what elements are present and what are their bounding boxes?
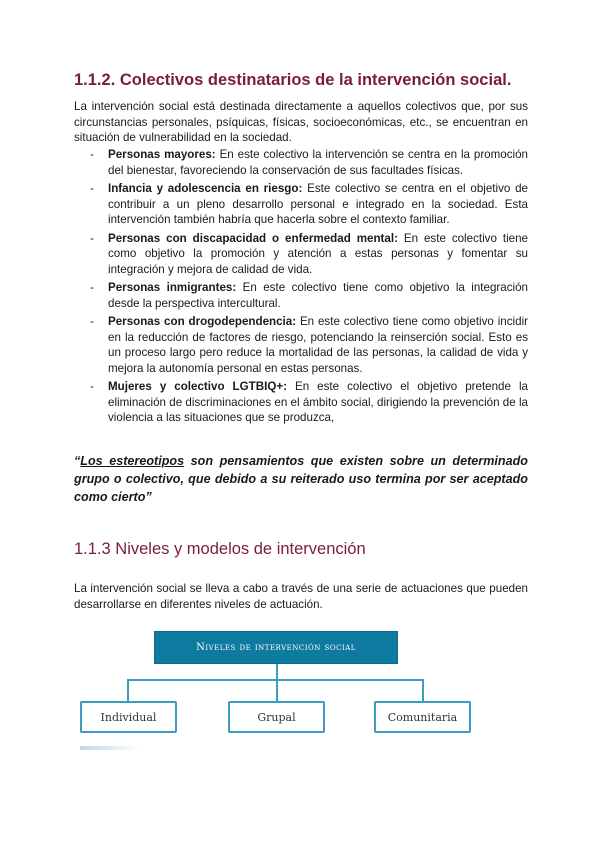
diagram-box-individual: Individual (80, 701, 177, 733)
intervention-levels-diagram (80, 630, 530, 750)
diagram-connector-right (422, 679, 424, 701)
item-term: Personas con discapacidad o enfermedad mental: (108, 231, 398, 245)
list-item: - Personas inmigrantes: En este colectivo tiene como objetivo la integración desde la perspectiva intercultural. (90, 281, 528, 310)
diagram-root-box: Niveles de intervención social (154, 631, 398, 664)
item-text: En este colectivo tiene como objetivo la promoción y atención a estas personas y fomentar su integración y mejora de calidad de vida. (108, 231, 528, 276)
target-groups-list (74, 147, 528, 429)
stereotypes-quote: “Los estereotipos son pensamientos que existen sobre un determinado grupo o colectivo, que debido a su reiterado uso termina por ser aceptado como cierto” (74, 454, 528, 504)
section-113-heading: 1.1.3 Niveles y modelos de intervención (74, 540, 366, 558)
list-item: - Mujeres y colectivo LGTBIQ+: En este colectivo el objetivo pretende la eliminación de discriminaciones en el ámbito social, dirigiendo la prevención de la violencia a las situaciones que se produzca, (90, 380, 528, 424)
item-term: Personas inmigrantes: (108, 281, 237, 294)
item-text: En este colectivo el objetivo pretende la eliminación de discriminaciones en el ámbito social, dirigiendo la prevención de la violencia a las situaciones que se produzca, (108, 380, 528, 424)
item-term: Personas con drogodependencia: (108, 315, 297, 328)
quote-rest: son pensamientos que existen sobre un determinado grupo o colectivo, que debido a su reiterado uso termina por ser aceptado como cierto” (74, 454, 528, 504)
diagram-box-grupal: Grupal (228, 701, 325, 733)
item-text: En este colectivo la intervención se centra en la promoción del bienestar, favoreciendo la conservación de sus facultades físicas. (108, 148, 529, 177)
item-text: En este colectivo tiene como objetivo incidir en la reducción de factores de riesgo, potenciando la reinserción social. Esto es un proceso largo pero reduce la mortalidad de las personas, la calidad de vida y mejora la autonomía personal en estas personas. (108, 315, 528, 375)
section-112-intro: La intervención social está destinada directamente a aquellos colectivos que, por sus circunstancias personales, psíquicas, físicas, socioeconómicas, etc., se encuentran en situación de vulnerabilidad en la sociedad. (74, 100, 528, 144)
item-term: Personas mayores: (108, 148, 216, 161)
list-item: - Personas con discapacidad o enfermedad mental: En este colectivo tiene como objetivo la promoción y atención a estas personas y fomentar su integración y mejora de calidad de vida. (90, 231, 528, 276)
item-text: Este colectivo se centra en el objetivo de contribuir a un pleno desarrollo personal e integrado en la sociedad. Esta intervención también habría que hacerla sobre el contexto familiar. (108, 182, 528, 226)
list-item: - Infancia y adolescencia en riesgo: Este colectivo se centra en el objetivo de contribuir a un pleno desarrollo personal e integrado en la sociedad. Esta intervención también habría que hacerla sobre el contexto familiar. (90, 182, 528, 226)
diagram-connector-vertical (276, 664, 278, 680)
quote-term: Los estereotipos (80, 454, 185, 468)
list-item: - Personas mayores: En este colectivo la intervención se centra en la promoción del bienestar, favoreciendo la conservación de sus facultades físicas. (90, 148, 529, 177)
cropped-caption-fragment (80, 746, 140, 750)
diagram-box-comunitaria: Comunitaria (374, 701, 471, 733)
item-term: Infancia y adolescencia en riesgo: (108, 182, 303, 195)
item-term: Mujeres y colectivo LGTBIQ+: (108, 380, 287, 393)
diagram-connector-left (127, 679, 129, 701)
section-113-intro: La intervención social se lleva a cabo a través de una serie de actuaciones que pueden desarrollarse en diferentes niveles de actuación. (74, 582, 528, 611)
diagram-connector-center (276, 679, 278, 701)
list-item: - Personas con drogodependencia: En este colectivo tiene como objetivo incidir en la reducción de factores de riesgo, potenciando la reinserción social. Esto es un proceso largo pero reduce la mortalidad de las personas, la calidad de vida y mejora la autonomía personal en estas personas. (90, 315, 528, 375)
section-112-heading: 1.1.2. Colectivos destinatarios de la intervención social. (74, 71, 512, 89)
item-text: En este colectivo tiene como objetivo la integración desde la perspectiva intercultural. (108, 281, 528, 310)
